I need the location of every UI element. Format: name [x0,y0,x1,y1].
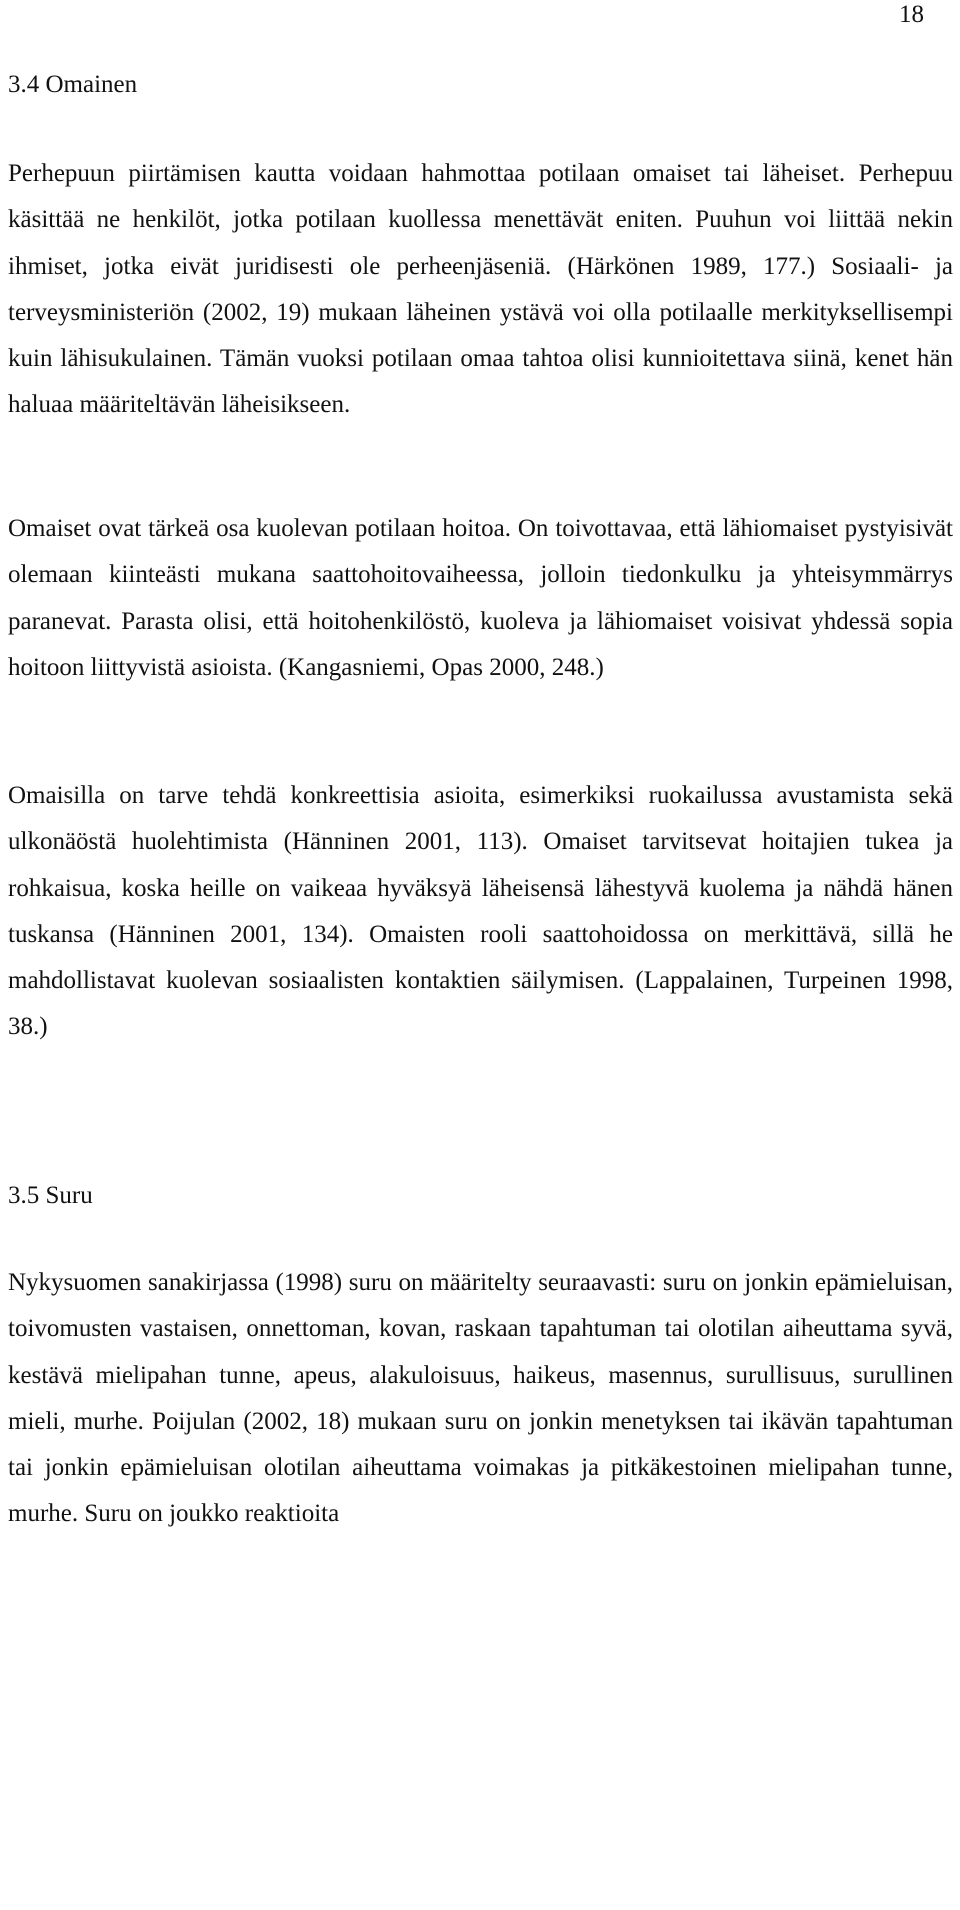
section-heading-suru: 3.5 Suru [8,1182,93,1209]
paragraph-omainen-3: Omaisilla on tarve tehdä konkreettisia asioita, esimerkiksi ruokailussa avustamista sekä ulkonäöstä huolehtimista (Hänninen 2001, 113). Omaiset tarvitsevat hoitajien tukea ja rohkaisua, koska heille on vaikeaa hyväksyä läheisensä lähestyvä kuolema ja nähdä hänen tuskansa (Hänninen 2001, 134). Omaisten rooli saattohoidossa on merkittävä, sillä he mahdollistavat kuolevan sosiaalisten kontaktien säilymisen. (Lappalainen, Turpeinen 1998, 38.) [8,782,953,1041]
paragraph-suru-1: Nykysuomen sanakirjassa (1998) suru on määritelty seuraavasti: suru on jonkin epämieluisan, toivomusten vastaisen, onnettoman, kovan, raskaan tapahtuman tai olotilan aiheuttama syvä, kestävä mielipahan tunne, apeus, alakuloisuus, haikeus, masennus, surullisuus, surullinen mieli, murhe. Poijulan (2002, 18) mukaan suru on jonkin menetyksen tai ikävän tapahtuman tai jonkin epämieluisan olotilan aiheuttama voimakas ja pitkäkestoinen mielipahan tunne, murhe. Suru on joukko reaktioita [8,1269,953,1528]
paragraph-omainen-2: Omaiset ovat tärkeä osa kuolevan potilaan hoitoa. On toivottavaa, että lähiomaiset pystyisivät olemaan kiinteästi mukana saattohoitovaiheessa, jolloin tiedonkulku ja yhteisymmärrys paranevat. Parasta olisi, että hoitohenkilöstö, kuoleva ja lähiomaiset voisivat yhdessä sopia hoitoon liittyvistä asioista. (Kangasniemi, Opas 2000, 248.) [8,515,953,681]
page-number: 18 [899,1,924,28]
section-heading-omainen: 3.4 Omainen [8,71,138,98]
paragraph-omainen-1: Perhepuun piirtämisen kautta voidaan hahmottaa potilaan omaiset tai läheiset. Perhepuu käsittää ne henkilöt, jotka potilaan kuollessa menettävät eniten. Puuhun voi liittää nekin ihmiset, jotka eivät juridisesti ole perheenjäseniä. (Härkönen 1989, 177.) Sosiaali- ja terveysministeriön (2002, 19) mukaan läheinen ystävä voi olla potilaalle merkityksellisempi kuin lähisukulainen. Tämän vuoksi potilaan omaa tahtoa olisi kunnioitettava siinä, kenet hän haluaa määriteltävän läheisikseen. [8,160,953,419]
